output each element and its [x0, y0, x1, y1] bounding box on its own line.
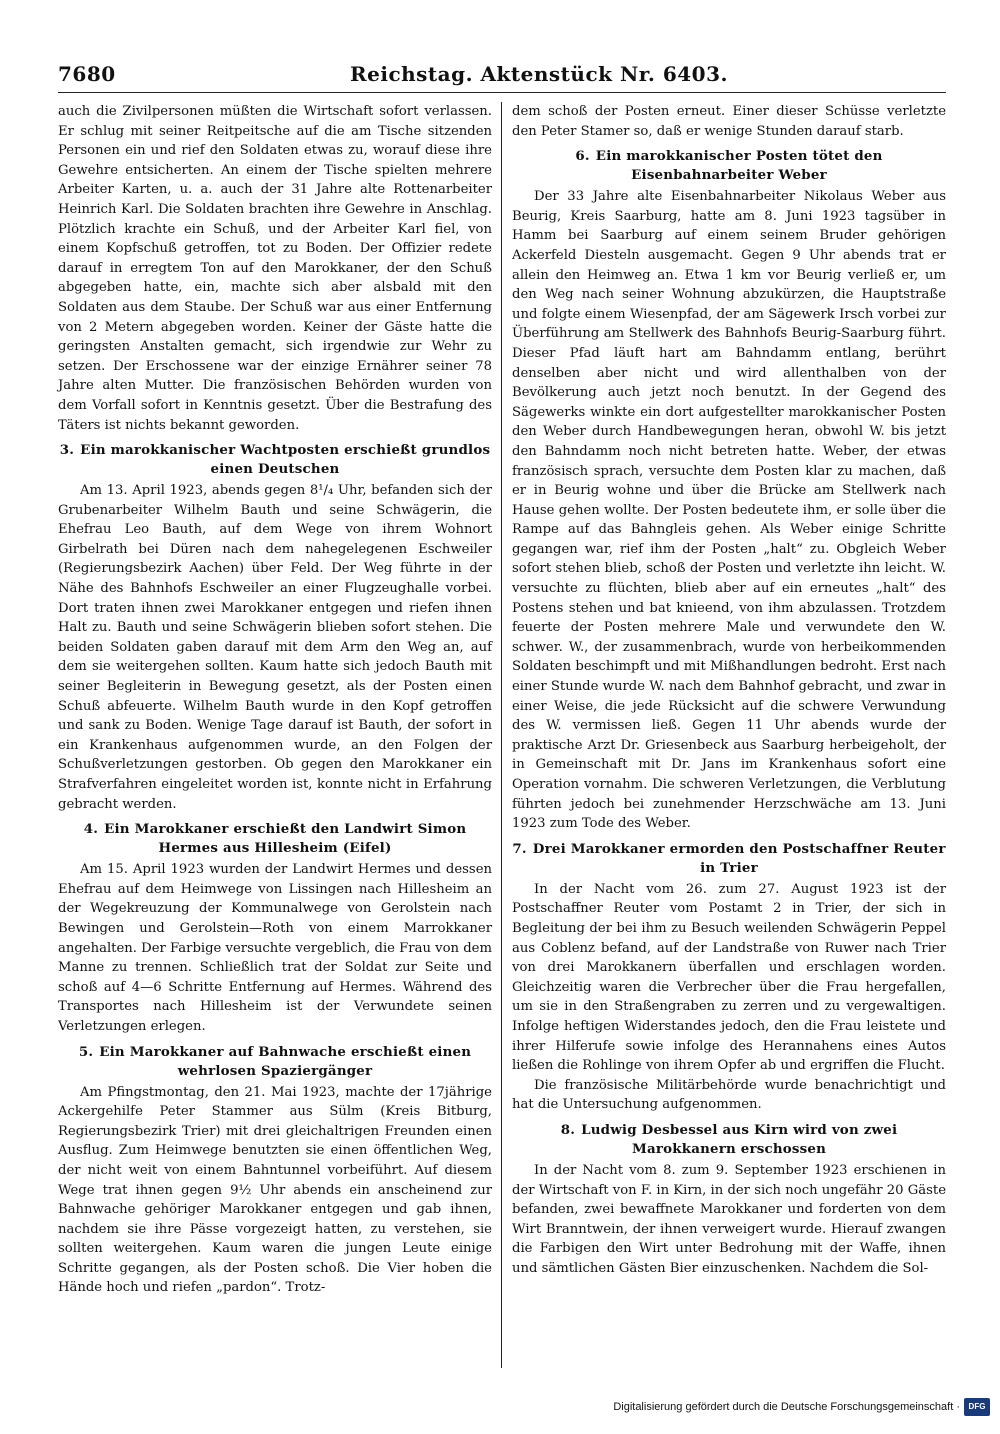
paragraph: Am 13. April 1923, abends gegen 8¹/₄ Uhr, befanden sich der Grubenarbeiter Wilhelm Bauth und seine Schwägerin, die Ehefrau Leo Bauth, auf dem Wege von ihrem Wohnort Girbelrath bei Düren nach dem nahegelegenen Eschweiler (Regierungsbezirk Aachen) über Feld. Der Weg führte in der Nähe des Bahnhofs Eschweiler an einer Flugzeughalle vorbei. Dort traten ihnen zwei Marokkaner entgegen und riefen ihnen Halt zu. Bauth und seine Schwägerin blieben sofort stehen. Die beiden Soldaten gaben darauf mit dem Arm den Weg an, auf dem sie weitergehen sollten. Kaum hatte sich jedoch Bauth mit seiner Begleiterin in Bewegung gesetzt, als der Posten einen Schuß abfeuerte. Wilhelm Bauth wurde in den Kopf getroffen und sank zu Boden. Wenige Tage darauf ist Bauth, der sofort in ein Krankenhaus aufgenommen wurde, an den Folgen der Schußverletzungen gestorben. Ob gegen den Marokkaner ein Strafverfahren eingeleitet worden ist, konnte nicht in Erfahrung gebracht werden. [58, 483, 492, 812]
running-title: Reichstag. Aktenstück Nr. 6403. [350, 62, 728, 86]
page-number: 7680 [58, 62, 116, 86]
document-page [58, 62, 946, 1362]
section-heading-6: 6. Ein marokkanischer Posten tötet den Eisenbahnarbeiter Weber [575, 148, 883, 184]
section-heading-4: 4. Ein Marokkaner erschießt den Landwirt Simon Hermes aus Hillesheim (Eifel) [83, 821, 467, 857]
paragraph: In der Nacht vom 26. zum 27. August 1923 ist der Postschaffner Reuter vom Postamt 2 in Trier, der sich in Begleitung der bei ihm zu Besuch weilenden Schwägerin Peppel aus Coblenz befand, auf der Landstraße von Ruwer nach Trier von drei Marokkanern überfallen und erschlagen worden. Gleichzeitig waren die Verbrecher über die Frau hergefallen, um sie in den Straßengraben zu zerren und zu vergewaltigen. Infolge heftigen Widerstandes jedoch, den die Frau leistete und ihrer Hilferufe sowie infolge des Herannahens eines Autos ließen die Rohlinge von ihrem Opfer ab und ergriffen die Flucht. [512, 881, 946, 1074]
right-column [512, 102, 946, 1278]
paragraph: In der Nacht vom 8. zum 9. September 1923 erschienen in der Wirtschaft von F. in Kirn, in der sich noch ungefähr 20 Gäste befanden, zwei bewaffnete Marokkaner und forderten von dem Wirt Branntwein, der ihnen verweigert wurde. Hierauf zwangen die Farbigen den Wirt unter Bedrohung mit der Waffe, ihnen und sämtlichen Gästen Bier einzuschenken. Nachdem die Sol- [512, 1162, 946, 1276]
paragraph: Der 33 Jahre alte Eisenbahnarbeiter Nikolaus Weber aus Beurig, Kreis Saarburg, hatte am 8. Juni 1923 tagsüber in Hamm bei Saarburg auf einem seinem Bruder gehörigen Ackerfeld Diesteln ausgemacht. Gegen 9 Uhr abends trat er allein den Heimweg an. Etwa 1 km vor Beurig verließ er, um den Weg nach seiner Wohnung abzukürzen, die Hauptstraße und folgte einem Wiesenpfad, der am Sägewerk Irsch vorbei zur Überführung am Stellwerk des Bahnhofs Beurig-Saarburg führt. Dieser Pfad läuft hart am Bahndamm entlang, berührt denselben aber nicht und wird allenthalben von der Bevölkerung auch jetzt noch benutzt. In der Gegend des Sägewerks winkte ein dort aufgestellter marokkanischer Posten den Weber durch Handbewegungen heran, obwohl W. bis jetzt den Bahndamm noch nicht betreten hatte. Weber, der etwas französisch sprach, versuchte dem Posten klar zu machen, daß er in Beurig wohne und über die Brücke am Stellwerk nach Hause gehen wollte. Der Posten bedeutete ihm, er solle über die Rampe auf das Bahngleis gehen. Als Weber einige Schritte gegangen war, rief ihm der Posten „halt“ zu. Obgleich Weber sofort stehen blieb, schoß der Posten und verletzte ihn leicht. W. versuchte zu flüchten, blieb aber auf ein erneutes „halt“ des Postens stehen und bat knieend, von ihm abzulassen. Trotzdem feuerte der Posten mehrere Male und verwundete den W. schwer. W., der zusammenbrach, wurde von herbeikommenden Soldaten beschimpft und mit Mißhandlungen bedroht. Erst nach einer Stunde wurde W. nach dem Bahnhof gebracht, und zwar in einer Weise, die jede Rücksicht auf die schwere Verwundung des W. vermissen ließ. Gegen 11 Uhr abends wurde der praktische Arzt Dr. Griesenbeck aus Saarburg herbeigeholt, der in Gemeinschaft mit Dr. Jans im Krankenhaus sofort eine Operation vornahm. Die schweren Verletzungen, die Verblutung führten jedoch bei zunehmender Herzschwäche am 13. Juni 1923 zum Tode des Weber. [512, 189, 946, 832]
paragraph: Am Pfingstmontag, den 21. Mai 1923, machte der 17jährige Ackergehilfe Peter Stammer aus Sülm (Kreis Bitburg, Regierungsbezirk Trier) mit drei gleichaltrigen Freunden einen Ausflug. Zum Heimwege benutzten sie einen öffentlichen Weg, der nicht weit von einem Bahntunnel vorbeiführt. Auf diesem Wege trat ihnen gegen 9½ Uhr abends ein anscheinend zur Bahnwache gehöriger Marokkaner entgegen und gab ihnen, nachdem sie ihre Pässe vorgezeigt hatten, zu verstehen, sie sollten weitergehen. Kaum waren die jungen Leute einige Schritte gegangen, als der Posten schoß. Die Vier hoben die Hände hoch und riefen „pardon“. Trotz- [58, 1084, 492, 1296]
paragraph: Am 15. April 1923 wurden der Landwirt Hermes und dessen Ehefrau auf dem Heimwege von Lissingen nach Hillesheim an der Wegekreuzung der Kommunalwege von Gerolstein nach Bewingen und Gerolstein—Roth von einem Marrokkaner angehalten. Der Farbige versuchte vergeblich, die Frau von dem Manne zu trennen. Schließlich trat der Soldat zur Seite und schoß auf 4—6 Schritte Entfernung auf Hermes. Während des Transportes nach Hillesheim ist der Verwundete seinen Verletzungen erlegen. [58, 862, 492, 1034]
paragraph: auch die Zivilpersonen müßten die Wirtschaft sofort verlassen. Er schlug mit seiner Reitpeitsche auf die am Tische sitzenden Personen ein und rief den Soldaten etwas zu, worauf diese ihre Gewehre entsicherten. An einem der Tische spielten mehrere Arbeiter Karten, u. a. auch der 31 Jahre alte Rottenarbeiter Heinrich Karl. Die Soldaten brachten ihre Gewehre in Anschlag. Plötzlich krachte ein Schuß, und der Arbeiter Karl fiel, von einem Kopfschuß getroffen, tot zu Boden. Der Offizier redete darauf in erregtem Ton auf den Marokkaner, der den Schuß abgegeben hatte, ein, machte sich aber alsbald mit den Soldaten aus dem Staube. Der Schuß war aus einer Entfernung von 2 Metern abgegeben worden. Keiner der Gäste hatte die geringsten Anstalten gemacht, sich irgendwie zur Wehr zu setzen. Der Erschossene war der einzige Ernährer seiner 78 Jahre alten Mutter. Die französischen Behörden wurden von dem Vorfall sofort in Kenntnis gesetzt. Über die Bestrafung des Täters ist nichts bekannt geworden. [58, 104, 492, 433]
paragraph: Die französische Militärbehörde wurde benachrichtigt und hat die Untersuchung aufgenommen. [512, 1077, 946, 1113]
paragraph: dem schoß der Posten erneut. Einer dieser Schüsse verletzte den Peter Stamer so, daß er wenige Stunden darauf starb. [512, 104, 946, 139]
section-heading-8: 8. Ludwig Desbessel aus Kirn wird von zwei Marokkanern erschossen [560, 1121, 898, 1157]
digitization-footer [510, 1398, 990, 1420]
dfg-logo-icon: DFG [964, 1398, 990, 1416]
left-column [58, 102, 492, 1298]
section-heading-3: 3. Ein marokkanischer Wachtposten erschießt grundlos einen Deutschen [59, 442, 491, 478]
page-header [58, 62, 946, 90]
column-divider [501, 102, 502, 1368]
section-heading-7: 7. Drei Marokkaner ermorden den Postschaffner Reuter in Trier [512, 840, 946, 876]
footer-note: Digitalisierung gefördert durch die Deutsche Forschungsgemeinschaft · [613, 1401, 960, 1413]
header-rule [58, 92, 946, 93]
section-heading-5: 5. Ein Marokkaner auf Bahnwache erschießt einen wehrlosen Spaziergänger [78, 1043, 472, 1079]
